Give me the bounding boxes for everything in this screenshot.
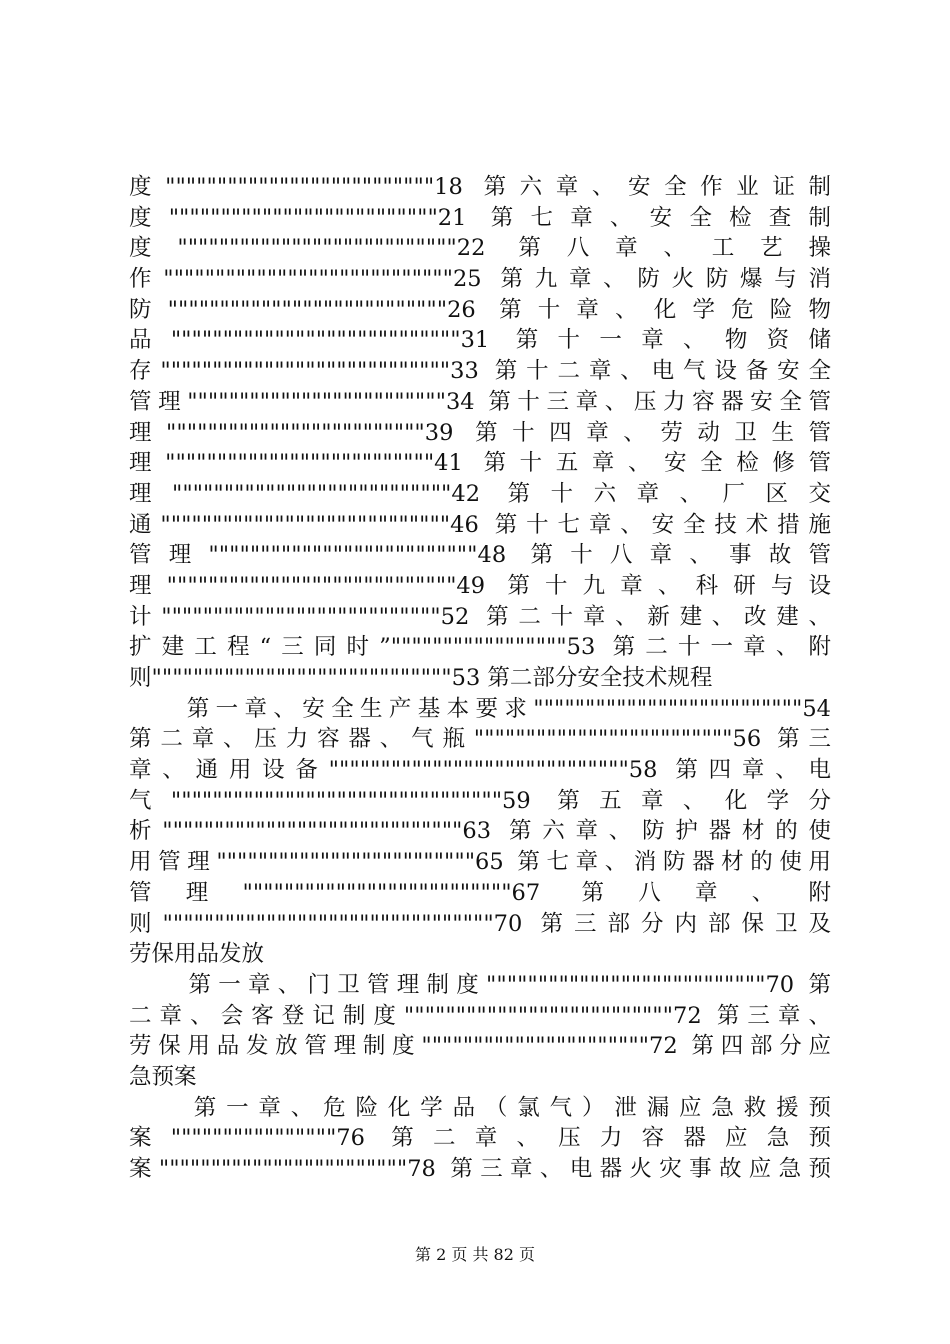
text-line: 则"""""""""""""""""""""""""""""53 第二部分安全技术规程 [129, 665, 713, 691]
text-line: 通""""""""""""""""""""""""""""46 第十七章、安全技术措施 [129, 511, 831, 538]
text-line: 计"""""""""""""""""""""""""""52 第二十章、新建、改建、 [129, 603, 831, 630]
text-line: 第一章、危险化学品（氯气）泄漏应急救援预 [129, 1094, 831, 1121]
text-line: 急预案 [129, 1063, 197, 1090]
text-line: 理"""""""""""""""""""""""""""42 第十六章、厂区交 [129, 480, 831, 507]
text-line: 用管理"""""""""""""""""""""""""65 第七章、消防器材的使用 [129, 849, 831, 876]
text-line: 扩建工程“三同时”"""""""""""""""""53 第二十一章、附 [129, 634, 831, 661]
text-line: 案""""""""""""""""""""""""78 第三章、电器火灾事故应急预 [129, 1156, 831, 1182]
text-line: 劳保用品发放管理制度""""""""""""""""""""""72 第四部分应 [129, 1033, 831, 1060]
text-line: 劳保用品发放 [129, 941, 265, 968]
text-line: 二章、会客登记制度""""""""""""""""""""""""""72 第三章、 [129, 1002, 831, 1029]
text-line: 第二章、压力容器、气瓶"""""""""""""""""""""""""56 第三 [129, 726, 831, 753]
page-number-label: 第 2 页 共 82 页 [415, 1245, 535, 1264]
text-line: 理""""""""""""""""""""""""""41 第十五章、安全检修管 [129, 450, 831, 477]
text-line: 管理"""""""""""""""""""""""""34 第十三章、压力容器安全管 [129, 388, 831, 415]
text-line: 第一章、安全生产基本要求""""""""""""""""""""""""""54 [129, 695, 831, 722]
text-line: 品""""""""""""""""""""""""""""31 第十一章、物资储 [129, 327, 831, 354]
text-line: 则""""""""""""""""""""""""""""""""70 第三部分内部保卫及 [129, 910, 831, 937]
text-line: 度"""""""""""""""""""""""""""22 第八章、工艺操 [129, 235, 831, 262]
text-line: 气""""""""""""""""""""""""""""""""59 第五章、化学分 [129, 787, 831, 814]
text-line: 理""""""""""""""""""""""""""""49 第十九章、科研与设 [129, 572, 831, 599]
text-line: 第一章、门卫管理制度"""""""""""""""""""""""""""70 第 [129, 971, 831, 998]
text-line: 管理""""""""""""""""""""""""""48 第十八章、事故管 [129, 542, 831, 569]
text-line: 度""""""""""""""""""""""""""18 第六章、安全作业证制 [129, 174, 831, 200]
text-line: 章、通用设备"""""""""""""""""""""""""""""58 第四章、电 [129, 757, 831, 784]
text-line: 作""""""""""""""""""""""""""""25 第九章、防火防爆与消 [129, 266, 831, 293]
text-line: 度""""""""""""""""""""""""""21 第七章、安全检查制 [129, 204, 831, 231]
text-line: 管理""""""""""""""""""""""""""67 第八章、附 [129, 879, 831, 906]
text-line: 存""""""""""""""""""""""""""""33 第十二章、电气设备安全 [129, 358, 831, 385]
text-line: 理"""""""""""""""""""""""""39 第十四章、劳动卫生管 [129, 419, 831, 446]
text-line: 防"""""""""""""""""""""""""""26 第十章、化学危险物 [129, 296, 831, 323]
text-line: 析"""""""""""""""""""""""""""""63 第六章、防护器材的使 [129, 818, 831, 845]
table-of-contents-text [129, 172, 831, 1185]
text-line: 案""""""""""""""""76 第二章、压力容器应急预 [129, 1125, 831, 1152]
page-footer [0, 1242, 950, 1265]
